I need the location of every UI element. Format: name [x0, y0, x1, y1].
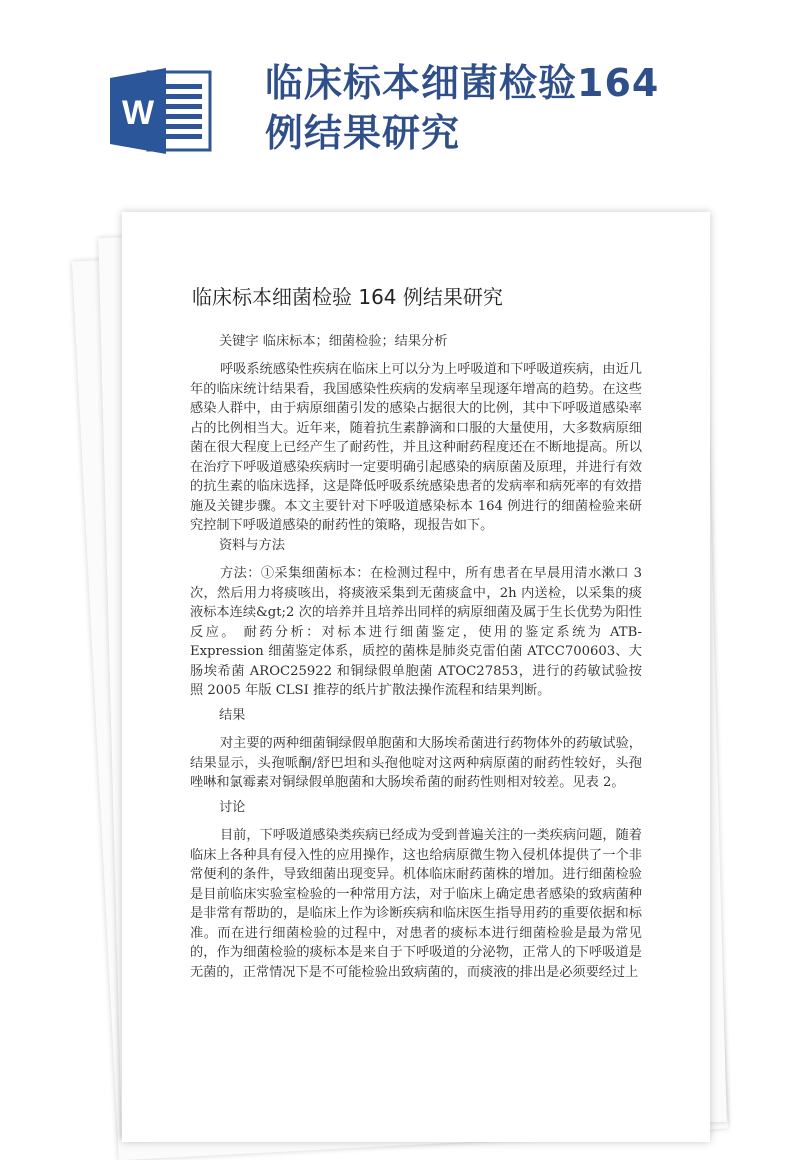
results-paragraph: 对主要的两种细菌铜绿假单胞菌和大肠埃希菌进行药物体外的药敏试验，结果显示，头孢哌酮/舒巴坦和头孢他啶对这两种病原菌的耐药性较好，头孢唑啉和氯霉素对铜绿假单胞菌和大肠埃希菌的耐药性则相对较差。见表 2。 — [190, 736, 642, 790]
discussion-paragraph: 目前，下呼吸道感染类疾病已经成为受到普遍关注的一类疾病问题，随着临床上各种具有侵入性的应用操作，这也给病原微生物入侵机体提供了一个非常便利的条件，导致细菌出现变异。机体临床耐药菌株的增加。进行细菌检验是目前临床实验室检验的一种常用方法，对于临床上确定患者感染的致病菌种是非常有帮助的，是临床上作为诊断疾病和临床医生指导用药的重要依据和标准。而在进行细菌检验的过程中，对患者的痰标本进行细菌检验是最为常见的，作为细菌检验的痰标本是来自于下呼吸道的分泌物，正常人的下呼吸道是无菌的，正常情况下是不可能检验出致病菌的，而痰液的排出是必须要经过上 — [190, 828, 642, 980]
word-document-icon — [110, 66, 218, 156]
document-title: 临床标本细菌检验 164 例结果研究 — [192, 285, 503, 309]
document-page — [122, 212, 710, 1142]
intro-paragraph: 呼吸系统感染性疾病在临床上可以分为上呼吸道和下呼吸道疾病，由近几年的临床统计结果看，我国感染性疾病的发病率呈现逐年增高的趋势。在这些感染人群中，由于病原细菌引发的感染占据很大的比例，其中下呼吸道感染率占的比例相当大。近年来，随着抗生素静滴和口服的大量使用，大多数病原细菌在很大程度上已经产生了耐药性，并且这种耐药程度还在不断地提高。所以在治疗下呼吸道感染疾病时一定要明确引起感染的病原菌及原理，并进行有效的抗生素的临床选择，这是降低呼吸系统感染患者的发病率和病死率的有效措施及关键步骤。本文主要针对下呼吸道感染标本 164 例进行的细菌检验来研究控制下呼吸道感染的耐药性的策略，现报告如下。 — [190, 362, 642, 533]
methods-paragraph: 方法：①采集细菌标本：在检测过程中，所有患者在早晨用清水漱口 3 次，然后用力将痰咳出，将痰液采集到无菌痰盒中，2h 内送检，以采集的痰液标本连续&gt;2 次的培养并且培养出同样的病原细菌及属于生长优势为阳性反应。 耐药分析：对标本进行细菌鉴定，使用的鉴定系统为 ATB-Expression 细菌鉴定体系，质控的菌株是肺炎克雷伯菌 ATCC700603、大肠埃希菌 AROC25922 和铜绿假单胞菌 ATOC27853，进行的药敏试验按照 2005 年版 CLSI 推荐的纸片扩散法操作流程和结果判断。 — [190, 566, 642, 698]
keywords-line: 关键字 临床标本；细菌检验；结果分析 — [219, 334, 448, 349]
banner-title: 临床标本细菌检验164例结果研究 — [265, 61, 660, 155]
materials-methods-heading: 资料与方法 — [219, 538, 285, 553]
discussion-heading: 讨论 — [219, 800, 246, 815]
word-logo-letter: W — [121, 94, 155, 132]
results-heading: 结果 — [219, 708, 246, 723]
